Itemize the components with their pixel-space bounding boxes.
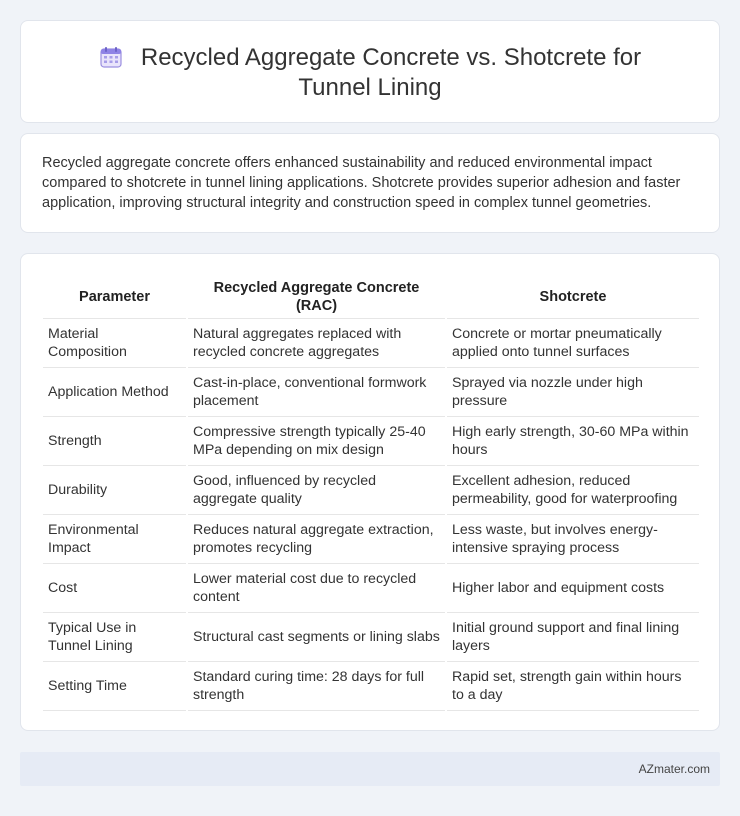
calendar-icon [99, 45, 123, 69]
cell-shotcrete: Concrete or mortar pneumatically applied onto tunnel surfaces [446, 319, 699, 368]
cell-rac: Standard curing time: 28 days for full strength [187, 662, 446, 711]
cell-shotcrete: Initial ground support and final lining layers [446, 613, 699, 662]
title-card [20, 20, 720, 123]
cell-parameter: Setting Time [43, 662, 187, 711]
cell-rac: Reduces natural aggregate extraction, promotes recycling [187, 515, 446, 564]
cell-rac: Compressive strength typically 25-40 MPa depending on mix design [187, 417, 446, 466]
cell-rac: Structural cast segments or lining slabs [187, 613, 446, 662]
footer-bar [20, 752, 720, 786]
header-rac: Recycled Aggregate Concrete (RAC) [187, 276, 446, 319]
table-row [43, 368, 699, 417]
table-row [43, 564, 699, 613]
summary-text: Recycled aggregate concrete offers enhanced sustainability and reduced environmental impact compared to shotcrete in tunnel lining applications. Shotcrete provides superior adhesion and faster application, improving structural integrity and construction speed in complex tunnel geometries. [42, 155, 681, 211]
cell-parameter: Material Composition [43, 319, 187, 368]
cell-parameter: Application Method [43, 368, 187, 417]
cell-parameter: Durability [43, 466, 187, 515]
comparison-table-card [20, 253, 720, 731]
page-title: Recycled Aggregate Concrete vs. Shotcrete for Tunnel Lining [140, 44, 642, 101]
footer-site-link[interactable]: AZmater.com [638, 762, 710, 776]
page-title-wrapper [21, 43, 719, 103]
summary-card [20, 133, 720, 233]
cell-rac: Lower material cost due to recycled content [187, 564, 446, 613]
header-parameter: Parameter [43, 276, 187, 319]
header-shotcrete: Shotcrete [446, 276, 699, 319]
table-header-row [43, 276, 699, 319]
cell-shotcrete: Sprayed via nozzle under high pressure [446, 368, 699, 417]
cell-shotcrete: Rapid set, strength gain within hours to a day [446, 662, 699, 711]
cell-rac: Natural aggregates replaced with recycled concrete aggregates [187, 319, 446, 368]
cell-parameter: Strength [43, 417, 187, 466]
cell-parameter: Typical Use in Tunnel Lining [43, 613, 187, 662]
cell-parameter: Cost [43, 564, 187, 613]
table-row [43, 417, 699, 466]
cell-shotcrete: Higher labor and equipment costs [446, 564, 699, 613]
cell-rac: Good, influenced by recycled aggregate quality [187, 466, 446, 515]
table-row [43, 515, 699, 564]
cell-shotcrete: Excellent adhesion, reduced permeability, good for waterproofing [446, 466, 699, 515]
table-row [43, 613, 699, 662]
cell-shotcrete: High early strength, 30-60 MPa within hours [446, 417, 699, 466]
cell-rac: Cast-in-place, conventional formwork placement [187, 368, 446, 417]
comparison-table [43, 276, 699, 711]
table-row [43, 319, 699, 368]
table-row [43, 662, 699, 711]
cell-parameter: Environmental Impact [43, 515, 187, 564]
cell-shotcrete: Less waste, but involves energy-intensive spraying process [446, 515, 699, 564]
table-row [43, 466, 699, 515]
